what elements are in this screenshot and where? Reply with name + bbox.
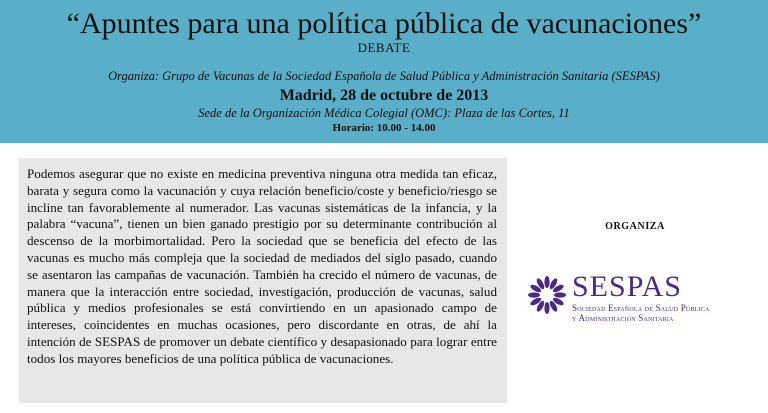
page-title: “Apuntes para una política pública de vacunaciones” xyxy=(66,7,702,40)
sespas-flower-icon xyxy=(526,274,568,316)
logo-subtitle-line2: y Administración Sanitaria xyxy=(572,313,674,323)
logo-subtitle-line1: Sociedad Española de Salud Pública xyxy=(572,303,710,313)
organiza-label: ORGANIZA xyxy=(605,221,665,232)
organizer-line: Organiza: Grupo de Vacunas de la Sociedad Española de Salud Pública y Administración Sanitaria (SESPAS) xyxy=(108,69,660,83)
page-subtitle: DEBATE xyxy=(357,40,411,55)
intro-text-box xyxy=(19,158,507,403)
logo-name: SESPAS xyxy=(572,270,682,303)
intro-paragraph: Podemos asegurar que no existe en medicina preventiva ninguna otra medida tan eficaz, barata y segura como la vacunación y cuya relación beneficio/coste y beneficio/riesgo se incline tan favorablemente al numerador. Las vacunas sistemáticas de la infancia, y la palabra “vacuna”, tienen un bien ganado prestigio por su determinante contribución al descenso de la morbimortalidad. Pero la sociedad que se beneficia del efecto de las vacunas es mucho más compleja que la sociedad de mediados del siglo pasado, cuando se asentaron las campañas de vacunación. También ha crecido el número de vacunas, de manera que la interacción entre sociedad, investigación, producción de vacunas, salud pública y medios profesionales se está convirtiendo en un apasionado campo de intereses, coincidentes en muchas ocasiones, pero discordante en otras, de ahí la intención de SESPAS de promover un debate científico y desapasionado para lograr entre todos los mayores beneficios de una política pública de vacunaciones. xyxy=(27,166,497,366)
sespas-logo xyxy=(526,272,746,324)
header-banner xyxy=(0,0,768,143)
event-venue: Sede de la Organización Médica Colegial (OMC): Plaza de las Cortes, 11 xyxy=(198,106,570,120)
event-hours: Horario: 10.00 - 14.00 xyxy=(332,122,436,134)
event-date: Madrid, 28 de octubre de 2013 xyxy=(279,87,489,104)
